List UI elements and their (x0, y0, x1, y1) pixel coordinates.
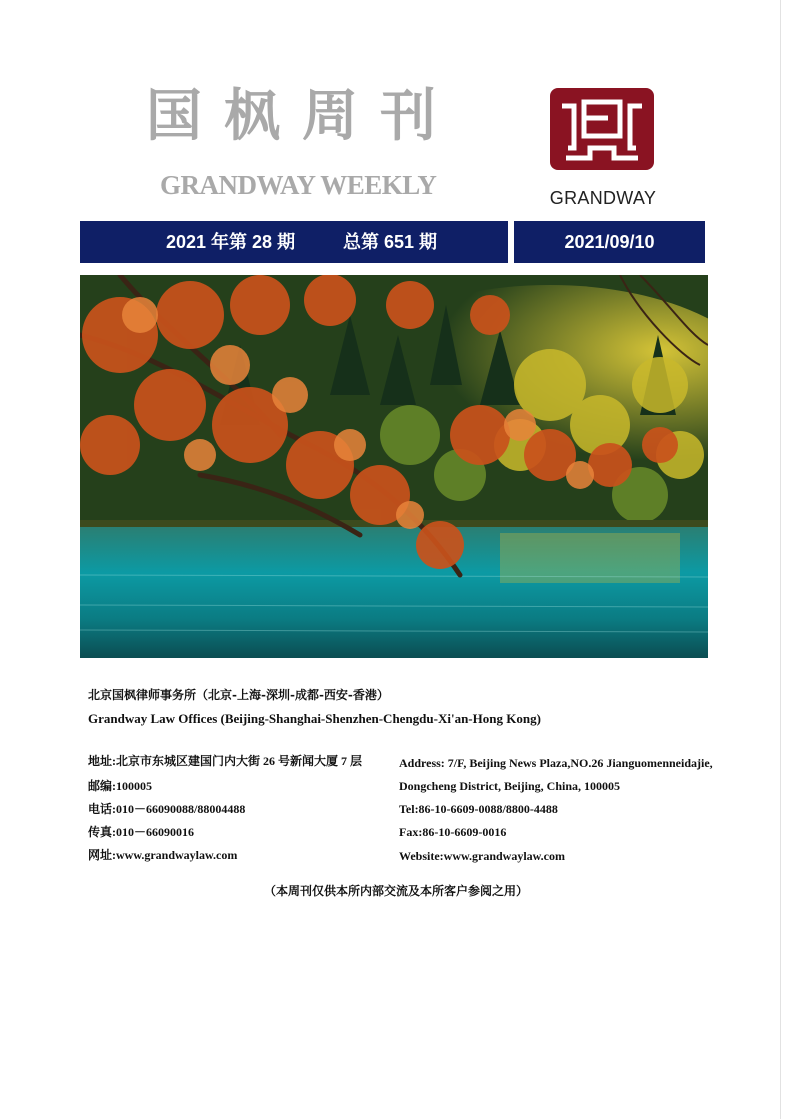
postcode-cn: 邮编:100005 (88, 779, 152, 793)
masthead-title-en: GRANDWAY WEEKLY (160, 170, 437, 200)
tel-cn: 电话:010－66090088/88004488 (88, 802, 246, 816)
address-cn: 地址:北京市东城区建国门内大街 26 号新闻大厦 7 层 (88, 754, 362, 768)
page-edge (780, 0, 781, 1119)
address-en-line1: Address: 7/F, Beijing News Plaza,NO.26 Jianguomenneidajie, (399, 756, 713, 770)
masthead-title-cn: 国枫周刊 (146, 84, 458, 149)
website-en: Website:www.grandwaylaw.com (399, 849, 565, 863)
firm-name-cn: 北京国枫律师事务所（北京-上海-深圳-成都-西安-香港） (88, 688, 389, 702)
firm-name-en: Grandway Law Offices (Beijing-Shanghai-Shenzhen-Chengdu-Xi'an-Hong Kong) (88, 711, 541, 726)
website-cn: 网址:www.grandwaylaw.com (88, 848, 238, 862)
total-issue-number: 总第 651 期 (343, 232, 438, 252)
tel-en: Tel:86-10-6609-0088/8800-4488 (399, 802, 558, 816)
issue-date: 2021/09/10 (564, 232, 655, 252)
fax-en: Fax:86-10-6609-0016 (399, 825, 507, 839)
internal-use-notice: （本周刊仅供本所内部交流及本所客户参阅之用） (263, 884, 528, 898)
fax-cn: 传真:010－66090016 (88, 825, 194, 839)
cover-photo (80, 275, 708, 658)
issue-band (80, 221, 508, 263)
logo-text: GRANDWAY (549, 188, 657, 208)
date-band (514, 221, 705, 263)
grandway-logo-icon (550, 88, 654, 170)
issue-number: 2021 年第 28 期 (166, 232, 296, 252)
address-en-line2: Dongcheng District, Beijing, China, 100005 (399, 779, 621, 793)
